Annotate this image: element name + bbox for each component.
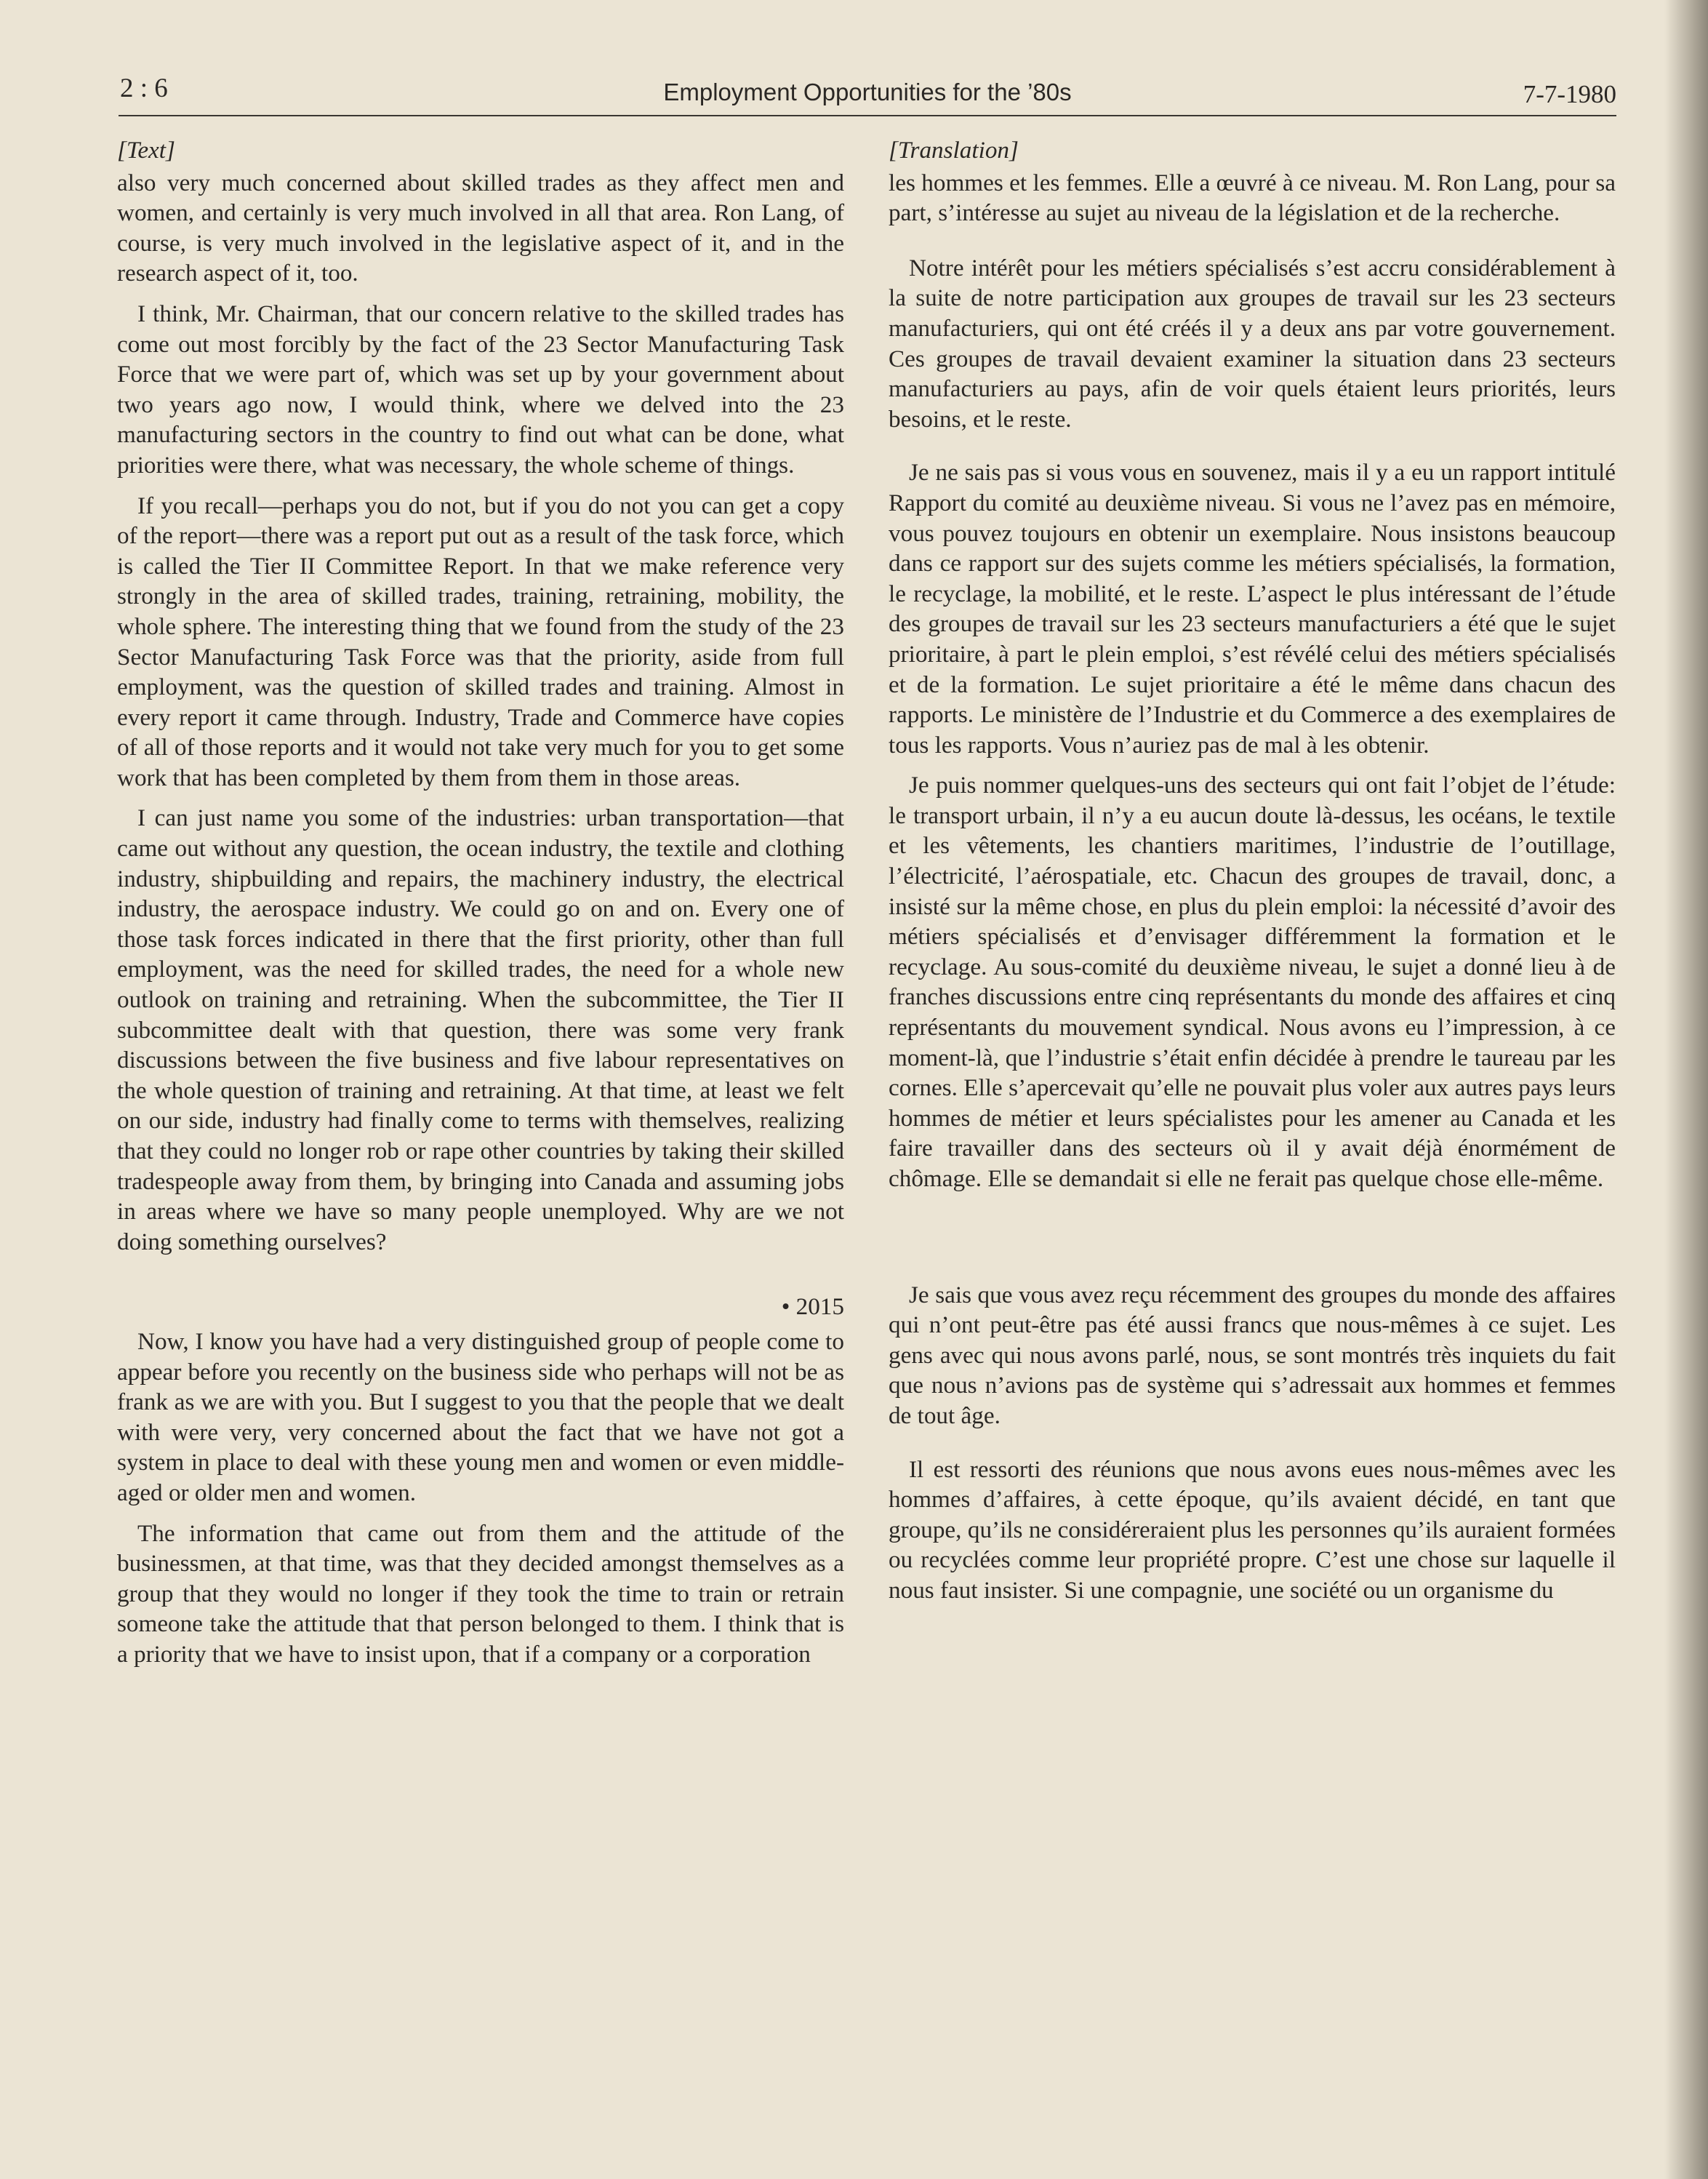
paragraph-en-2: I think, Mr. Chairman, that our concern relative to the skilled trades has come out most forcibly by the fact of the 23 Sector Manufacturing Task Force that we were part of, which was set up by your government about two years ago now, I would think, where we delved into the 23 manufacturing sectors in the country to find out what can be done, what priorities were there, what was necessary, the whole scheme of things. (117, 300, 844, 479)
english-text-column (117, 135, 844, 1680)
paragraph-gap (889, 239, 1616, 253)
paragraph-fr-1: les hommes et les femmes. Elle a œuvré à ce niveau. M. Ron Lang, pour sa part, s’intéresse au sujet au niveau de la législation et de la recherche. (889, 169, 1616, 227)
paragraph-gap (889, 444, 1616, 457)
paragraph-en-3: If you recall—perhaps you do not, but if you do not you can get a copy of the report—there was a report put out as a result of the task force, which is called the Tier II Committee Report. In that we make reference very strongly in the area of skilled trades, training, retraining, mobility, the whole sphere. The interesting thing that we found from the study of the 23 Sector Manufacturing Task Force was that the priority, aside from full employment, was the question of skilled trades and training. Almost in every report it came through. Industry, Trade and Commerce have copies of all of those reports and it would not take very much for you to get some work that has been completed by them from them in those areas. (117, 492, 844, 791)
paragraph-gap (889, 1204, 1616, 1280)
running-title: Employment Opportunities for the ’80s (663, 79, 1072, 105)
header-date: 7-7-1980 (1523, 80, 1616, 108)
french-translation-column (889, 135, 1616, 1616)
page-number: 2 : 6 (120, 73, 168, 103)
paragraph-fr-3: Je ne sais pas si vous vous en souvenez, mais il y a eu un rapport intitulé Rapport du comité au deuxième niveau. Si vous ne l’avez pas en mémoire, vous pouvez toujours en obtenir un exemplaire. Nous insistons beaucoup dans ce rapport sur des sujets comme les métiers spécialisés, la formation, le recyclage, la mobilité, et le reste. L’aspect le plus intéressant de l’étude des groupes de travail sur les 23 secteurs manufacturiers a été que le sujet prioritaire, à part le plein emploi, s’est révélé celui des métiers spécialisés et de la formation. Le sujet prioritaire a été le même dans chacun des rapports. Le ministère de l’Industrie et du Commerce a des exemplaires de tous les rapports. Vous n’auriez pas de mal à les obtenir. (889, 459, 1616, 759)
paragraph-en-1: also very much concerned about skilled trades as they affect men and women, and certainly is very much involved in all that area. Ron Lang, of course, is very much involved in the legislative aspect of it, and in the research aspect of it, too. (117, 169, 844, 287)
translation-label: [Translation] (889, 137, 1019, 164)
paragraph-en-6: The information that came out from them and the attitude of the businessmen, at that time, was that they decided amongst themselves as a group that they would no longer if they took the time to train or retrain someone take the attitude that that person belonged to them. I think that is a priority that we have to insist upon, that if a company or a corporation (117, 1519, 844, 1668)
time-marker: • 2015 (781, 1293, 844, 1321)
paragraph-en-5: Now, I know you have had a very distinguished group of people come to appear before you recently on the business side who perhaps will not be as frank as we are with you. But I suggest to you that the people that we dealt with were very, very concerned about the fact that we have not got a system in place to deal with these young men and women or even middle-aged or older men and women. (117, 1327, 844, 1506)
paragraph-en-4: I can just name you some of the industries: urban transportation—that came out without any question, the ocean industry, the textile and clothing industry, shipbuilding and repairs, the machinery industry, the electrical industry, the aerospace industry. We could go on and on. Every one of those task forces indicated in there that the first priority, other than full employment, was the need for skilled trades, the need for a whole new outlook on training and retraining. When the subcommittee, the Tier II subcommittee dealt with that question, there was some very frank discussions between the five business and five labour representatives on the whole question of training and retraining. At that time, at least we felt on our side, industry had finally come to terms with themselves, realizing that they could no longer rob or rape other countries by taking their skilled tradespeople away from them, by bringing into Canada and assuming jobs in areas where we have so many people unemployed. Why are we not doing something ourselves? (117, 804, 844, 1255)
page-header (119, 70, 1616, 116)
page-edge-shadow (1664, 0, 1708, 2179)
paragraph-fr-4: Je puis nommer quelques-uns des secteurs qui ont fait l’objet de l’étude: le transport urbain, il n’y a eu aucun doute là-dessus, les océans, le textile et les vêtements, les chantiers maritimes, l’industrie de l’outillage, l’électricité, l’aérospatiale, etc. Chacun des groupes de travail, donc, a insisté sur la même chose, en plus du plein emploi: la nécessité d’avoir des métiers spécialisés et d’envisager différemment la formation et le recyclage. Au sous-comité du deuxième niveau, le sujet a donné lieu à de franches discussions entre cinq représentants du monde des affaires et cinq représentants du mouvement syndical. Nous avons eu l’impression, à ce moment-là, que l’industrie s’était enfin décidée à prendre le taureau par les cornes. Elle s’apercevait qu’elle ne pouvait plus voler aux autres pays leurs hommes de métier et leurs spécialistes pour les amener au Canada et les faire travailler dans des secteurs où il y avait déjà énormément de chômage. Elle se demandait si elle ne ferait pas quelque chose elle-même. (889, 772, 1616, 1192)
paragraph-fr-6: Il est ressorti des réunions que nous avons eues nous-mêmes avec les hommes d’affaires, à cette époque, qu’ils avaient décidé, en tant que groupe, qu’ils ne considéreraient plus les personnes qu’ils auraient formées ou recyclées comme leur propriété propre. C’est une chose sur laquelle il nous faut insister. Si une compagnie, une société ou un organisme du (889, 1455, 1616, 1604)
paragraph-gap (889, 1442, 1616, 1455)
paragraph-fr-2: Notre intérêt pour les métiers spécialisés s’est accru considérablement à la suite de notre participation aux groupes de travail sur les 23 secteurs manufacturiers, qui ont été créés il y a deux ans par votre gouvernement. Ces groupes de travail devaient examiner la situation dans 23 secteurs manufacturiers au pays, afin de voir quels étaient leurs priorités, leurs besoins, et le reste. (889, 254, 1616, 433)
text-label: [Text] (117, 137, 175, 164)
paragraph-fr-5: Je sais que vous avez reçu récemment des groupes du monde des affaires qui n’ont peut-être pas été aussi francs que nous-mêmes à ce sujet. Les gens avec qui nous avons parlé, nous, se sont montrés très inquiets du fait que nous n’avions pas de système qui s’adressait aux hommes et femmes de tout âge. (889, 1281, 1616, 1429)
